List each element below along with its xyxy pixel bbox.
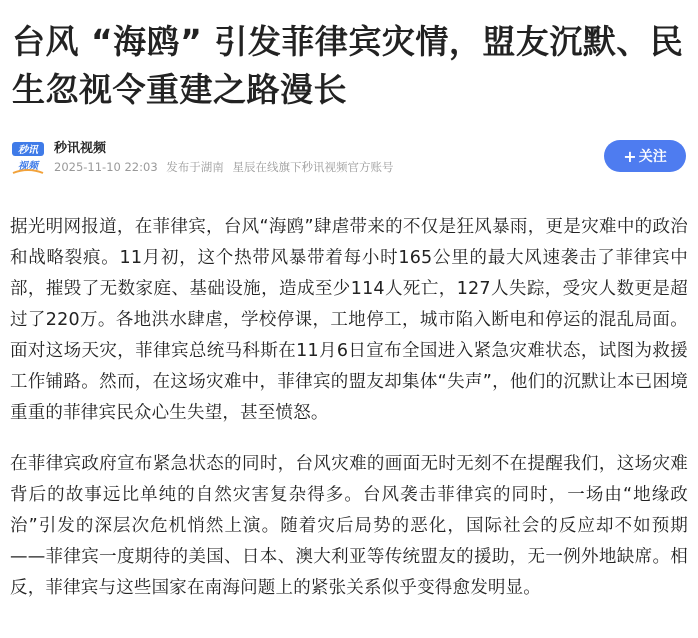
- article-page: [0, 18, 698, 638]
- author-meta: [54, 140, 393, 176]
- plus-icon: +: [623, 146, 637, 166]
- article-paragraph: 在菲律宾政府宣布紧急状态的同时，台风灾难的画面无时无刻不在提醒我们，这场灾难背后的故事远比单纯的自然灾害复杂得多。台风袭击菲律宾的同时，一场由“地缘政治”引发的深层次危机悄然上演。随着灾后局势的恶化，国际社会的反应却不如预期——菲律宾一度期待的美国、日本、澳大利亚等传统盟友的援助，无一例外地缺席。相反，菲律宾与这些国家在南海问题上的紧张关系似乎变得愈发明显。: [10, 454, 688, 598]
- follow-button[interactable]: [604, 140, 686, 172]
- avatar-logo-graphic: [10, 140, 46, 176]
- author-name[interactable]: 秒讯视频: [54, 141, 107, 156]
- author-description: 星辰在线旗下秒讯视频官方账号: [232, 160, 394, 174]
- follow-label: 关注: [638, 149, 667, 165]
- publish-location: 发布于湖南: [166, 160, 224, 174]
- article-title: 台风 “海鸥” 引发菲律宾灾情，盟友沉默、民生忽视令重建之路漫长: [12, 22, 684, 109]
- avatar-text-bottom: 视频: [18, 161, 38, 172]
- publish-timestamp: 2025-11-10 22:03: [54, 160, 158, 174]
- author-row: [10, 136, 688, 180]
- miaoxun-video-logo-icon[interactable]: [10, 140, 46, 176]
- avatar-text-top: 秒讯: [18, 145, 38, 156]
- article-body: [10, 212, 688, 604]
- article-paragraph: 据光明网报道，在菲律宾，台风“海鸥”肆虐带来的不仅是狂风暴雨，更是灾难中的政治和战略裂痕。11月初，这个热带风暴带着每小时165公里的最大风速袭击了菲律宾中部，摧毁了无数家庭、基础设施，造成至少114人死亡，127人失踪，受灾人数更是超过了220万。各地洪水肆虐，学校停课，工地停工，城市陷入断电和停运的混乱局面。面对这场天灾，菲律宾总统马科斯在11月6日宣布全国进入紧急灾难状态，试图为救援工作铺路。然而，在这场灾难中，菲律宾的盟友却集体“失声”，他们的沉默让本已困境重重的菲律宾民众心生失望，甚至愤怒。: [10, 217, 688, 423]
- author-subline: [54, 158, 393, 176]
